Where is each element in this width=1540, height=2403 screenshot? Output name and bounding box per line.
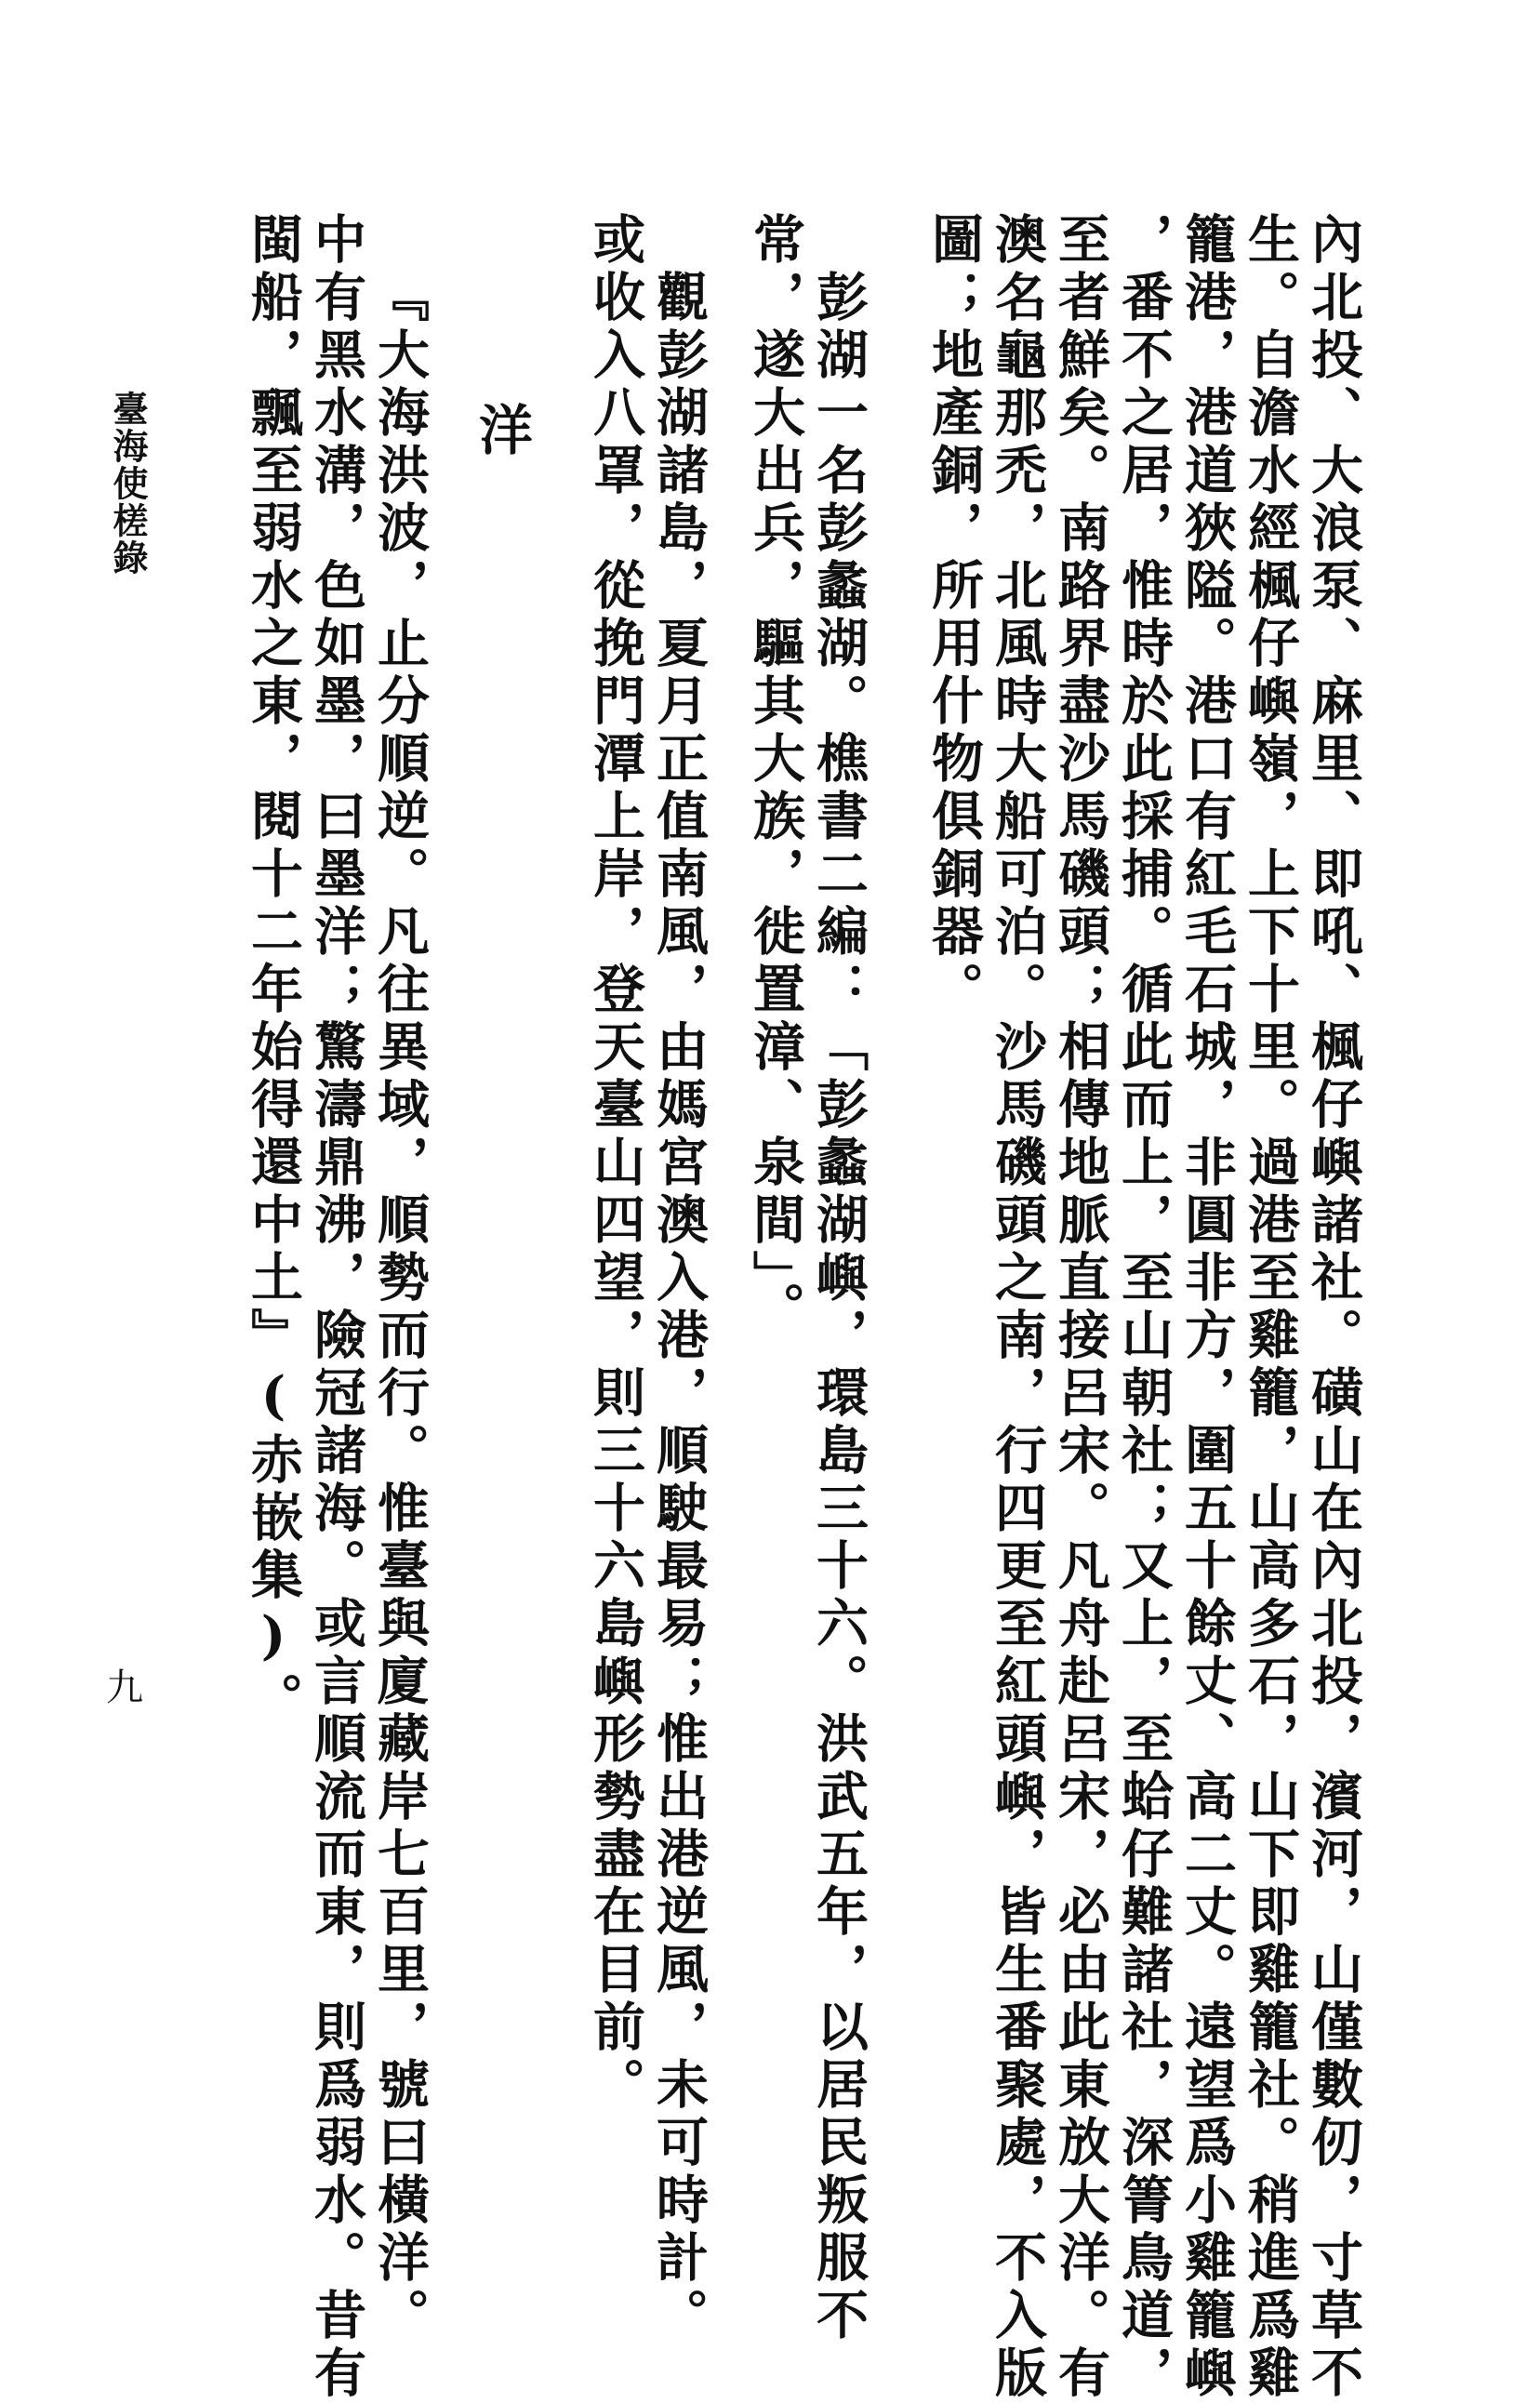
running-title: 臺海使槎錄: [107, 391, 149, 577]
text-column-14: 閩船，飄至弱水之東，閱十二年始得還中土』(赤嵌集)。: [243, 212, 304, 1730]
text-column-7: 圖；地產銅，所用什物俱銅器。: [923, 212, 985, 1019]
text-column-10: 觀彭湖諸島，夏月正值南風，由媽宮澳入港，順駛最易；惟出港逆風，未可時計。: [648, 270, 710, 2345]
text-column-4: ，番不之居，惟時於此採捕。循此而上，至山朝社；又上，至蛤仔難諸社，深箐鳥道，: [1113, 212, 1175, 2403]
text-column-12: 『大海洪波，止分順逆。凡往異域，順勢而行。惟臺與廈藏岸七百里，號曰橫洋。: [369, 270, 431, 2345]
section-heading: 洋: [470, 402, 533, 456]
text-column-8: 彭湖一名彭蠡湖。樵書二編：「彭蠡湖嶼，環島三十六。洪武五年，以居民叛服不: [808, 270, 870, 2345]
text-column-9: 常，遂大出兵，驅其大族，徙置漳、泉間」。: [745, 212, 806, 1339]
text-column-3: 籠港，港道狹隘。港口有紅毛石城，非圓非方，圍五十餘丈、高二丈。遠望爲小雞籠嶼: [1176, 212, 1238, 2403]
text-column-2: 生。自澹水經楓仔嶼嶺，上下十里。過港至雞籠，山高多石，山下即雞籠社。稍進爲雞: [1240, 212, 1301, 2403]
text-column-13: 中有黑水溝，色如墨，曰墨洋；驚濤鼎沸，險冠諸海。或言順流而東，則爲弱水。昔有: [306, 212, 367, 2403]
page-number: 九: [106, 1666, 143, 1709]
text-column-11: 或收入八罩，從挽門潭上岸，登天臺山四望，則三十六島嶼形勢盡在目前。: [585, 212, 646, 2115]
text-column-1: 內北投、大浪泵、麻里、即吼、楓仔嶼諸社。磺山在內北投，濱河，山僅數仞，寸草不: [1303, 212, 1364, 2403]
text-column-6: 澳名龜那禿，北風時大船可泊。沙馬磯頭之南，行四更至紅頭嶼，皆生番聚處，不入版: [987, 212, 1048, 2403]
text-column-5: 至者鮮矣。南路界盡沙馬磯頭；相傳地脈直接呂宋。凡舟赴呂宋，必由此東放大洋。有: [1050, 212, 1111, 2403]
